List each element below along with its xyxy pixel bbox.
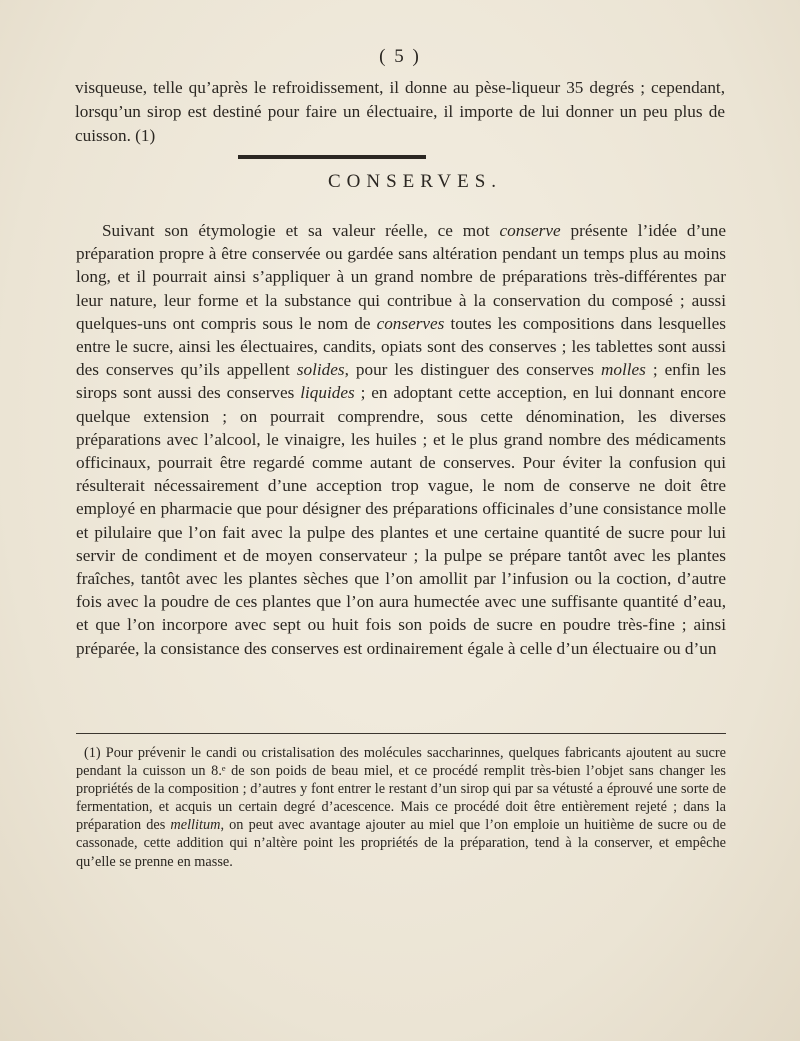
body-text-2: présente l’idée d’une préparation propre à être conservée ou gardée sans altération pendant un temps plus au moins long, et il pourrait ainsi s’appliquer à un grand nombre de préparations très-différentes par leur nature, leur forme et la substance qui contribue à la conservation du composé ; aussi quelques-uns ont compris sous le nom de [76, 221, 726, 333]
section-body [76, 219, 726, 660]
term-mellitum: mellitum [170, 817, 221, 834]
body-paragraph [76, 219, 726, 660]
footnote-text-2: , on peut avec avantage ajouter au miel que l’on emploie un huitième de sucre ou de cassonade, cette addition qui n’altère point les propriétés de la préparation, tend à la conserver, et empêche qu’elle se prenne en masse. [76, 817, 726, 870]
section-title: CONSERVES. [327, 171, 503, 192]
body-text-6: ; en adoptant cette acception, en lui donnant encore quelque extension ; on pourrait comprendre, sous cette dénomination, les diverses préparations avec l’alcool, le vinaigre, les huiles ; et le plus grand nombre des médicaments officinaux, pourrait être regardé comme autant de conserves. Pour éviter la confusion qui résulterait nécessairement d’une acception trop vague, le nom de conserve ne doit être employé en pharmacie que pour désigner des préparations officinales d’une consistance molle et pilulaire que l’on fait avec la pulpe des plantes et une certaine quantité de sucre pour lui servir de condiment et de moyen conservateur ; la pulpe se prépare tantôt avec les plantes fraîches, tantôt avec les plantes sèches que l’on amollit par l’infusion ou la coction, d’autre fois avec la poudre de ces plantes que l’on aura humectée avec une suffisante quantité d’eau, et que l’on incorpore avec sept ou huit fois son poids de sucre en poudre très-fine ; ainsi préparée, la consistance des conserves est ordinairement égale à celle d’un électuaire ou d’un [76, 383, 726, 658]
body-text-4: , pour les distinguer des conserves [344, 360, 601, 380]
term-liquides: liquides [300, 383, 355, 403]
term-solides: solides [296, 360, 345, 380]
footnote-text-1: (1) Pour prévenir le candi ou cristalisation des molécules saccharinnes, quelques fabricants ajoutent au sucre pendant la cuisson un 8.ᵉ de son poids de beau miel, et ce procédé remplit très-bien l’objet sans changer les propriétés de la composition ; d’autres y font entrer le restant d’un sirop qui par sa vétusté a éprouvé une sorte de fermentation, et acquis un certain degré d’acescence. Mais ce procédé doit être entièrement rejeté ; dans la préparation des [76, 745, 726, 834]
term-conserve: conserve [499, 221, 561, 240]
term-molles: molles [600, 360, 646, 380]
body-text-5: ; enfin les sirops sont aussi des conserves [76, 360, 727, 403]
page-number: ( 5 ) [379, 46, 421, 67]
footnote [76, 744, 726, 871]
footnote-divider [76, 733, 726, 734]
term-conserves: conserves [376, 313, 445, 333]
footnote-paragraph [76, 744, 726, 871]
section-divider [238, 155, 426, 159]
body-text-3: toutes les compositions dans lesquelles entre le sucre, ainsi les électuaires, candits, opiats sont des conserves ; les tablettes sont aussi des conserves qu’ils appellent [76, 313, 726, 380]
body-text-1: Suivant son étymologie et sa valeur réelle, ce mot [102, 221, 500, 240]
intro-paragraph: visqueuse, telle qu’après le refroidissement, il donne au pèse-liqueur 35 degrés ; cependant, lorsqu’un sirop est destiné pour faire un électuaire, il importe de lui donner un peu plus de cuisson. (1) [75, 78, 725, 145]
